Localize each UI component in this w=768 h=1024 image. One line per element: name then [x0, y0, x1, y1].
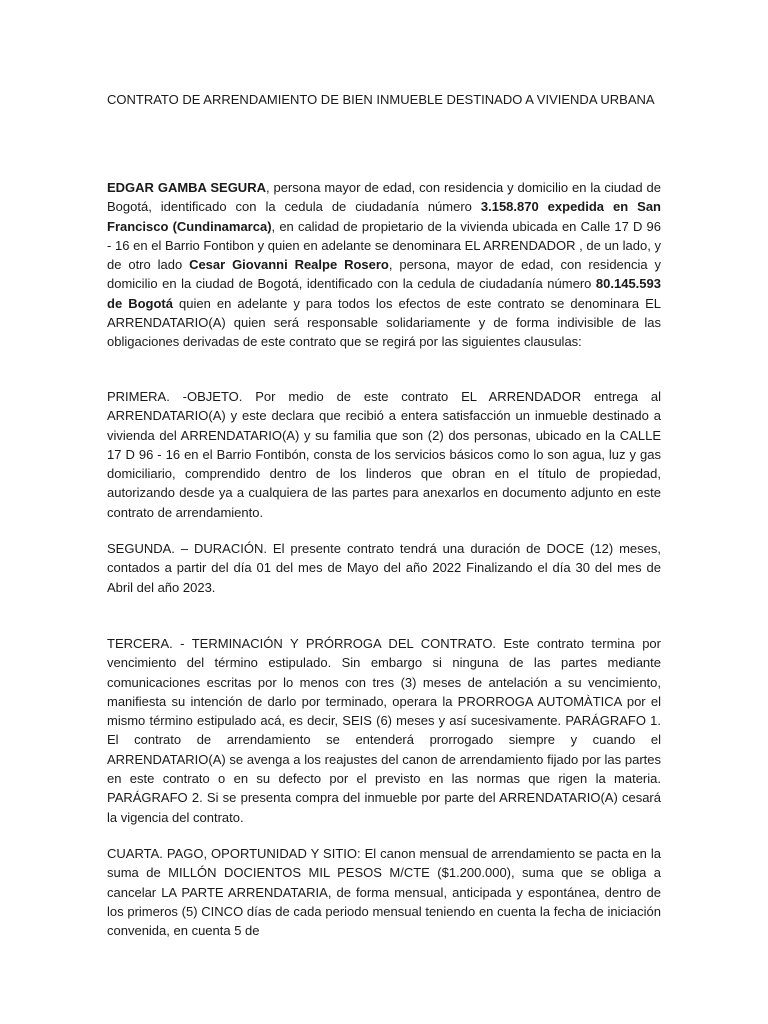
text-segment: , persona, mayor de edad, con residencia y domicilio en la ciudad de Bogotá, identificado con la cedula de ciudadanía número: [107, 257, 661, 292]
clause-primera: [107, 387, 661, 522]
clause-text: TERCERA. - TERMINACIÓN Y PRÓRROGA DEL CONTRATO. Este contrato termina por vencimiento del término estipulado. Sin embargo si ninguna de las partes mediante comunicaciones escritas por lo menos con tres (3) meses de antelación a su vencimiento, manifiesta su intención de darlo por terminado, operara la PRORROGA AUTOMÀTICA por el mismo término estipulado acá, es decir, SEIS (6) meses y así sucesivamente. PARÁGRAFO 1. El contrato de arrendamiento se entenderá prorrogado siempre y cuando el ARRENDATARIO(A) se avenga a los reajustes del canon de arrendamiento fijado por las partes en este contrato o en su defecto por el previsto en las normas que rigen la materia. PARÁGRAFO 2. Si se presenta compra del inmueble por parte del ARRENDATARIO(A) cesará la vigencia del contrato.: [107, 636, 661, 825]
paragraph-parties: [107, 178, 661, 352]
clause-text: PRIMERA. -OBJETO. Por medio de este contrato EL ARRENDADOR entrega al ARRENDATARIO(A) y este declara que recibió a entera satisfacción un inmueble destinado a vivienda del ARRENDATARIO(A) y su familia que son (2) dos personas, ubicado en la CALLE 17 D 96 - 16 en el Barrio Fontibón, consta de los servicios básicos como lo son agua, luz y gas domiciliario, comprendido dentro de los linderos que obran en el título de propiedad, autorizando desde ya a cualquiera de las partes para anexarlos en documento adjunto en este contrato de arrendamiento.: [107, 389, 661, 520]
text-segment: , en calidad de propietario de la vivienda ubicada en Calle 17 D 96 - 16 en el Barrio Fontibon y quien en adelante se denominara EL ARRENDADOR , de un lado, y de otro lado: [107, 218, 661, 273]
clause-text: SEGUNDA. – DURACIÓN. El presente contrato tendrá una duración de DOCE (12) meses, contados a partir del día 01 del mes de Mayo del año 2022 Finalizando el día 30 del mes de Abril del año 2023.: [107, 541, 661, 595]
document-title: CONTRATO DE ARRENDAMIENTO DE BIEN INMUEBLE DESTINADO A VIVIENDA URBANA: [107, 92, 655, 107]
clause-cuarta: [107, 844, 661, 940]
text-segment: quien en adelante y para todos los efectos de este contrato se denominara EL ARRENDATARIO(A) quien será responsable solidariamente y de forma indivisible de las obligaciones derivadas de este contrato que se regirá por las siguientes clausulas:: [107, 295, 661, 350]
text-segment: , persona mayor de edad, con residencia y domicilio en la ciudad de Bogotá, identificado con la cedula de ciudadanía número: [107, 180, 661, 215]
lessee-name: Cesar Giovanni Realpe Rosero: [189, 257, 389, 273]
clause-text: CUARTA. PAGO, OPORTUNIDAD Y SITIO: El canon mensual de arrendamiento se pacta en la suma de MILLÓN DOCIENTOS MIL PESOS M/CTE ($1.200.000), suma que se obliga a cancelar LA PARTE ARRENDATARIA, de forma mensual, anticipada y espontánea, dentro de los primeros (5) CINCO días de cada periodo mensual teniendo en cuenta la fecha de iniciación convenida, en cuenta 5 de: [107, 846, 661, 939]
lessor-name: EDGAR GAMBA SEGURA: [107, 180, 266, 195]
clause-segunda: [107, 539, 661, 597]
lessor-id: 3.158.870 expedida en San Francisco (Cundinamarca): [107, 199, 661, 234]
lessee-id: 80.145.593 de Bogotá: [107, 276, 661, 311]
clause-tercera: [107, 634, 661, 827]
